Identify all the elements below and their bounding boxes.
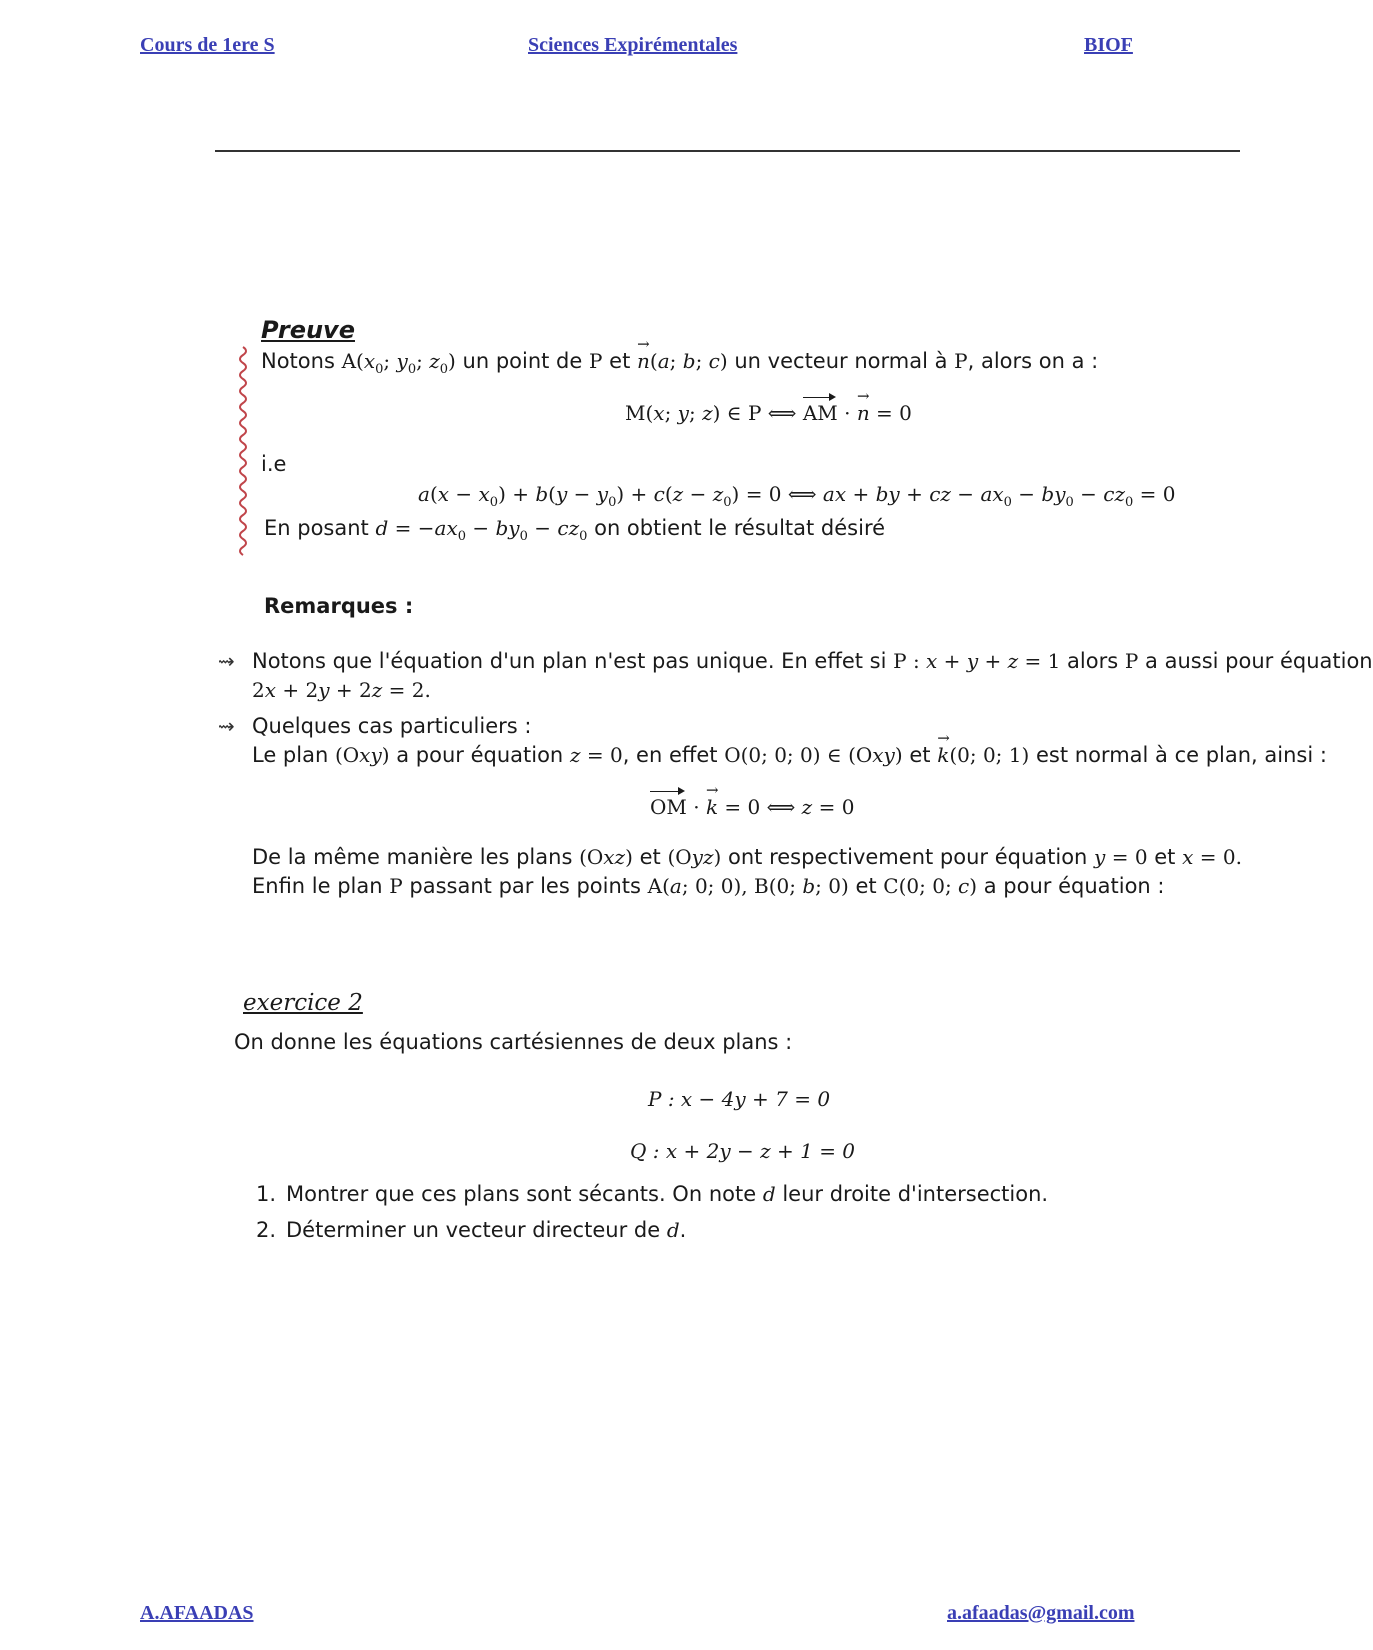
proof-title: Preuve <box>261 316 355 344</box>
remark-2-title: Quelques cas particuliers : <box>252 714 532 738</box>
header-right[interactable]: BIOF <box>1084 34 1133 56</box>
question-2-number: 2. <box>256 1218 277 1242</box>
proof-conclusion: En posant $d = -ax_0 - by_0 - cz_0$ on obtient le résultat désiré <box>264 516 886 544</box>
question-2: Déterminer un vecteur directeur de d. <box>286 1218 687 1242</box>
proof-equation-2: $a(x - x_0) + b(y - y_0) + c(z - z_0) = 0$ ⟺ ax + by + cz − $ax_0 - by_0 - cz_0 = 0$ <box>418 482 1176 510</box>
remark-1-line-2: 2x + 2y + 2z = 2. <box>252 678 431 702</box>
header-center[interactable]: Sciences Expirémentales <box>528 34 738 56</box>
bullet-icon: ⇝ <box>218 649 235 673</box>
exercise-intro: On donne les équations cartésiennes de deux plans : <box>234 1030 793 1054</box>
question-1: Montrer que ces plans sont sécants. On note d leur droite d'intersection. <box>286 1182 1049 1206</box>
bullet-icon: ⇝ <box>218 714 235 738</box>
question-1-number: 1. <box>256 1182 277 1206</box>
remark-2-line-2: De la même manière les plans (Oxz) et (Oyz) ont respectivement pour équation y = 0 et x = 0. <box>252 845 1242 869</box>
proof-ie: i.e <box>261 452 287 476</box>
proof-wavy-bar <box>233 347 253 555</box>
footer-email[interactable]: a.afaadas@gmail.com <box>947 1602 1135 1624</box>
remark-2-line-3: Enfin le plan P passant par les points A(a; 0; 0), B(0; b; 0) et C(0; 0; c) a pour équation : <box>252 874 1165 898</box>
proof-equation-1: M(x; y; z) ∈ P ⟺ AM · → n = 0 <box>625 401 912 425</box>
remarks-title: Remarques : <box>264 594 414 618</box>
footer-author[interactable]: A.AFAADAS <box>140 1602 254 1624</box>
exercise-title: exercice 2 <box>243 990 363 1016</box>
proof-line-1: Notons $A(x_0$; $y_0$; $z_0$) un point de P et → n(a; b; c) un vecteur normal à P, alors on a : <box>261 349 1098 377</box>
remark-1-line-1: Notons que l'équation d'un plan n'est pas unique. En effet si P : x + y + z = 1 alors P a aussi pour équation <box>252 649 1373 673</box>
exercise-equation-q: Q : x + 2y − z + 1 = 0 <box>630 1139 856 1163</box>
remark-2-line-1: Le plan (Oxy) a pour équation z = 0, en effet O(0; 0; 0) ∈ (Oxy) et → k(0; 0; 1) est normal à ce plan, ainsi : <box>252 743 1327 767</box>
remark-2-equation: OM · → k = 0 ⟺ z = 0 <box>650 795 854 819</box>
exercise-equation-p: P : x − 4y + 7 = 0 <box>648 1087 831 1111</box>
header-rule <box>215 150 1240 152</box>
header-left[interactable]: Cours de 1ere S <box>140 34 275 56</box>
